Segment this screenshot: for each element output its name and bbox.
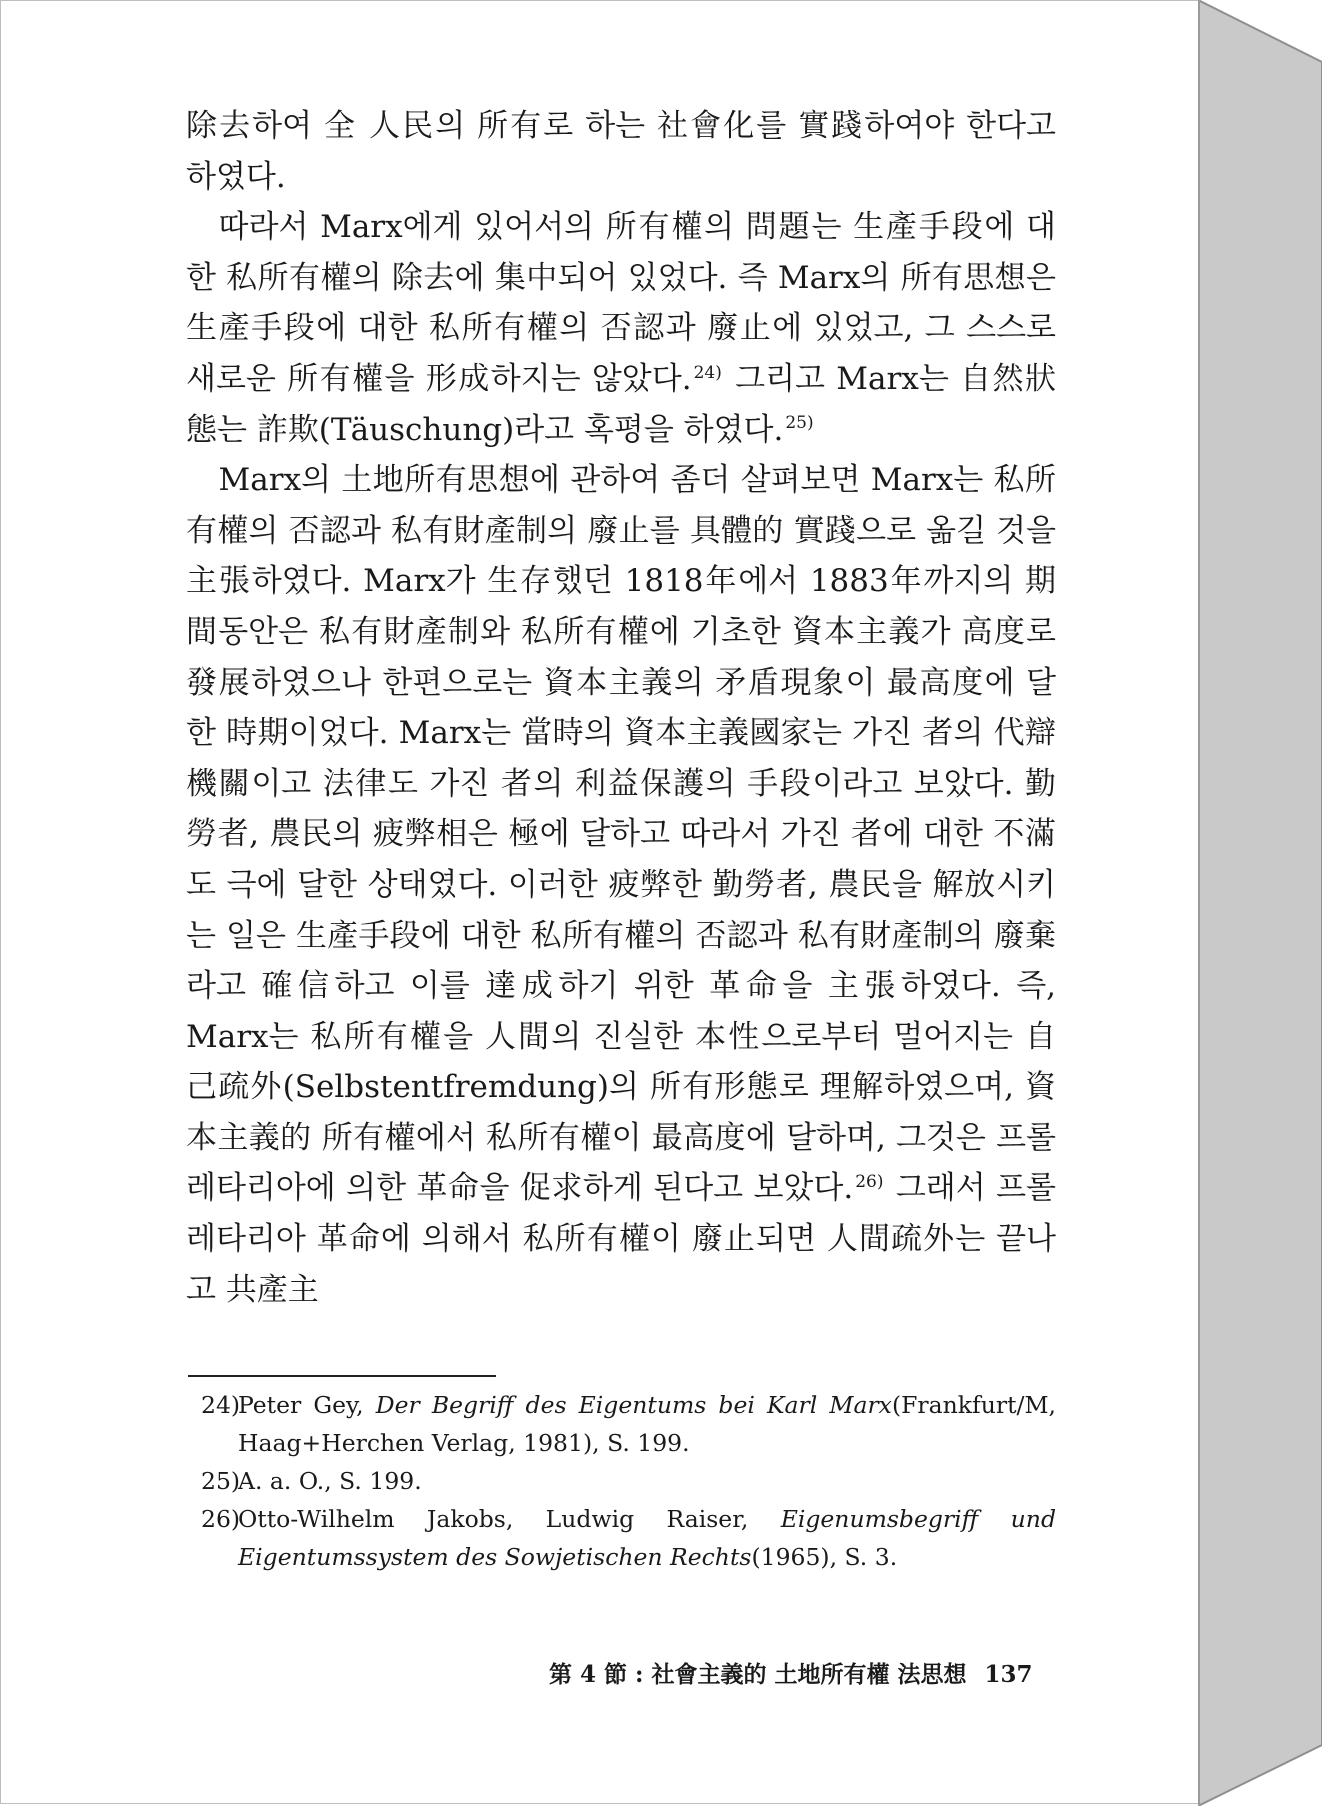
footnote-text: Peter Gey, <box>238 1391 376 1419</box>
paragraph-3 <box>186 455 1056 1315</box>
page-stack-edge <box>1198 0 1322 1806</box>
footnote-title: Eigenumsbegriff und Eigentumssystem des Sowjetischen Rechts <box>238 1505 1056 1571</box>
paragraph-2-part-b: 그리고 Marx는 自然狀態는 詐欺(Täuschung)라고 혹평을 하였다. <box>186 360 1057 448</box>
footnote-divider <box>188 1375 496 1377</box>
footnotes <box>201 1386 1056 1576</box>
footnote-ref-25[interactable]: 25) <box>785 413 814 434</box>
footnote-text: A. a. O., S. 199. <box>238 1467 422 1495</box>
paragraph-3-part-a: Marx의 土地所有思想에 관하여 좀더 살펴보면 Marx는 私所有權의 否認과 私有財產制의 廢止를 具體的 實踐으로 옮길 것을 主張하였다. Marx가 生存했던 1818年에서 1883年까지의 期間동안은 私有財產制와 私所有權에 기초한 資本主義가 高度로 發展하였으나 한편으로는 資本主義의 矛盾現象이 最高度에 달한 時期이었다. Marx는 當時의 資本主義國家는 가진 者의 代辯機關이고 法律도 가진 者의 利益保護의 手段이라고 보았다. 勤勞者, 農民의 疲弊相은 極에 달하고 따라서 가진 者에 대한 不滿도 극에 달한 상태였다. 이러한 疲弊한 勤勞者, 農民을 解放시키는 일은 生產手段에 대한 私所有權의 否認과 私有財產制의 廢棄라고 確信하고 이를 達成하기 위한 革命을 主張하였다. 즉, Marx는 私所有權을 人間의 진실한 本性으로부터 멀어지는 自己疏外(Selbstentfremdung)의 所有形態로 理解하였으며, 資本主義的 所有權에서 私所有權이 最高度에 달하며, 그것은 프롤레타리아에 의한 革命을 促求하게 된다고 보았다. <box>186 462 1056 1207</box>
footnote-25 <box>201 1462 1056 1500</box>
footnote-ref-24[interactable]: 24) <box>693 362 722 383</box>
footnote-text: Otto-Wilhelm Jakobs, Ludwig Raiser, <box>238 1505 781 1533</box>
footnote-ref-26[interactable]: 26) <box>855 1172 884 1193</box>
footnote-number: 25) <box>201 1467 241 1495</box>
running-footer <box>549 1659 1033 1691</box>
body-text <box>186 101 1056 1315</box>
paragraph-1: 除去하여 全 人民의 所有로 하는 社會化를 實踐하여야 한다고 하였다. <box>186 108 1056 195</box>
paragraph-2-part-a: 따라서 Marx에게 있어서의 所有權의 問題는 生產手段에 대한 私所有權의 除去에 集中되어 있었다. 즉 Marx의 所有思想은 生產手段에 대한 私所有權의 否認과 廢止에 있었고, 그 스스로 새로운 所有權을 形成하지는 않았다. <box>186 209 1056 397</box>
paragraph-2 <box>186 202 1056 455</box>
footnote-number: 26) <box>201 1505 241 1533</box>
footnote-24 <box>201 1386 1056 1462</box>
footnote-text: (1965), S. 3. <box>751 1543 898 1571</box>
footnote-text: (Frankfurt/M, Haag+Herchen Verlag, 1981), S. 199. <box>238 1391 1057 1457</box>
footnote-title: Der Begriff des Eigentums bei Karl Marx <box>375 1391 892 1419</box>
page-number: 137 <box>984 1661 1033 1688</box>
footnote-number: 24) <box>201 1391 241 1419</box>
running-head: 第 4 節 : 社會主義的 土地所有權 法思想 <box>549 1661 967 1688</box>
paragraph-3-part-b: 그래서 프롤레타리아 革命에 의해서 私所有權이 廢止되면 人間疏外는 끝나고 共產主 <box>186 1170 1056 1308</box>
footnote-26 <box>201 1500 1056 1576</box>
